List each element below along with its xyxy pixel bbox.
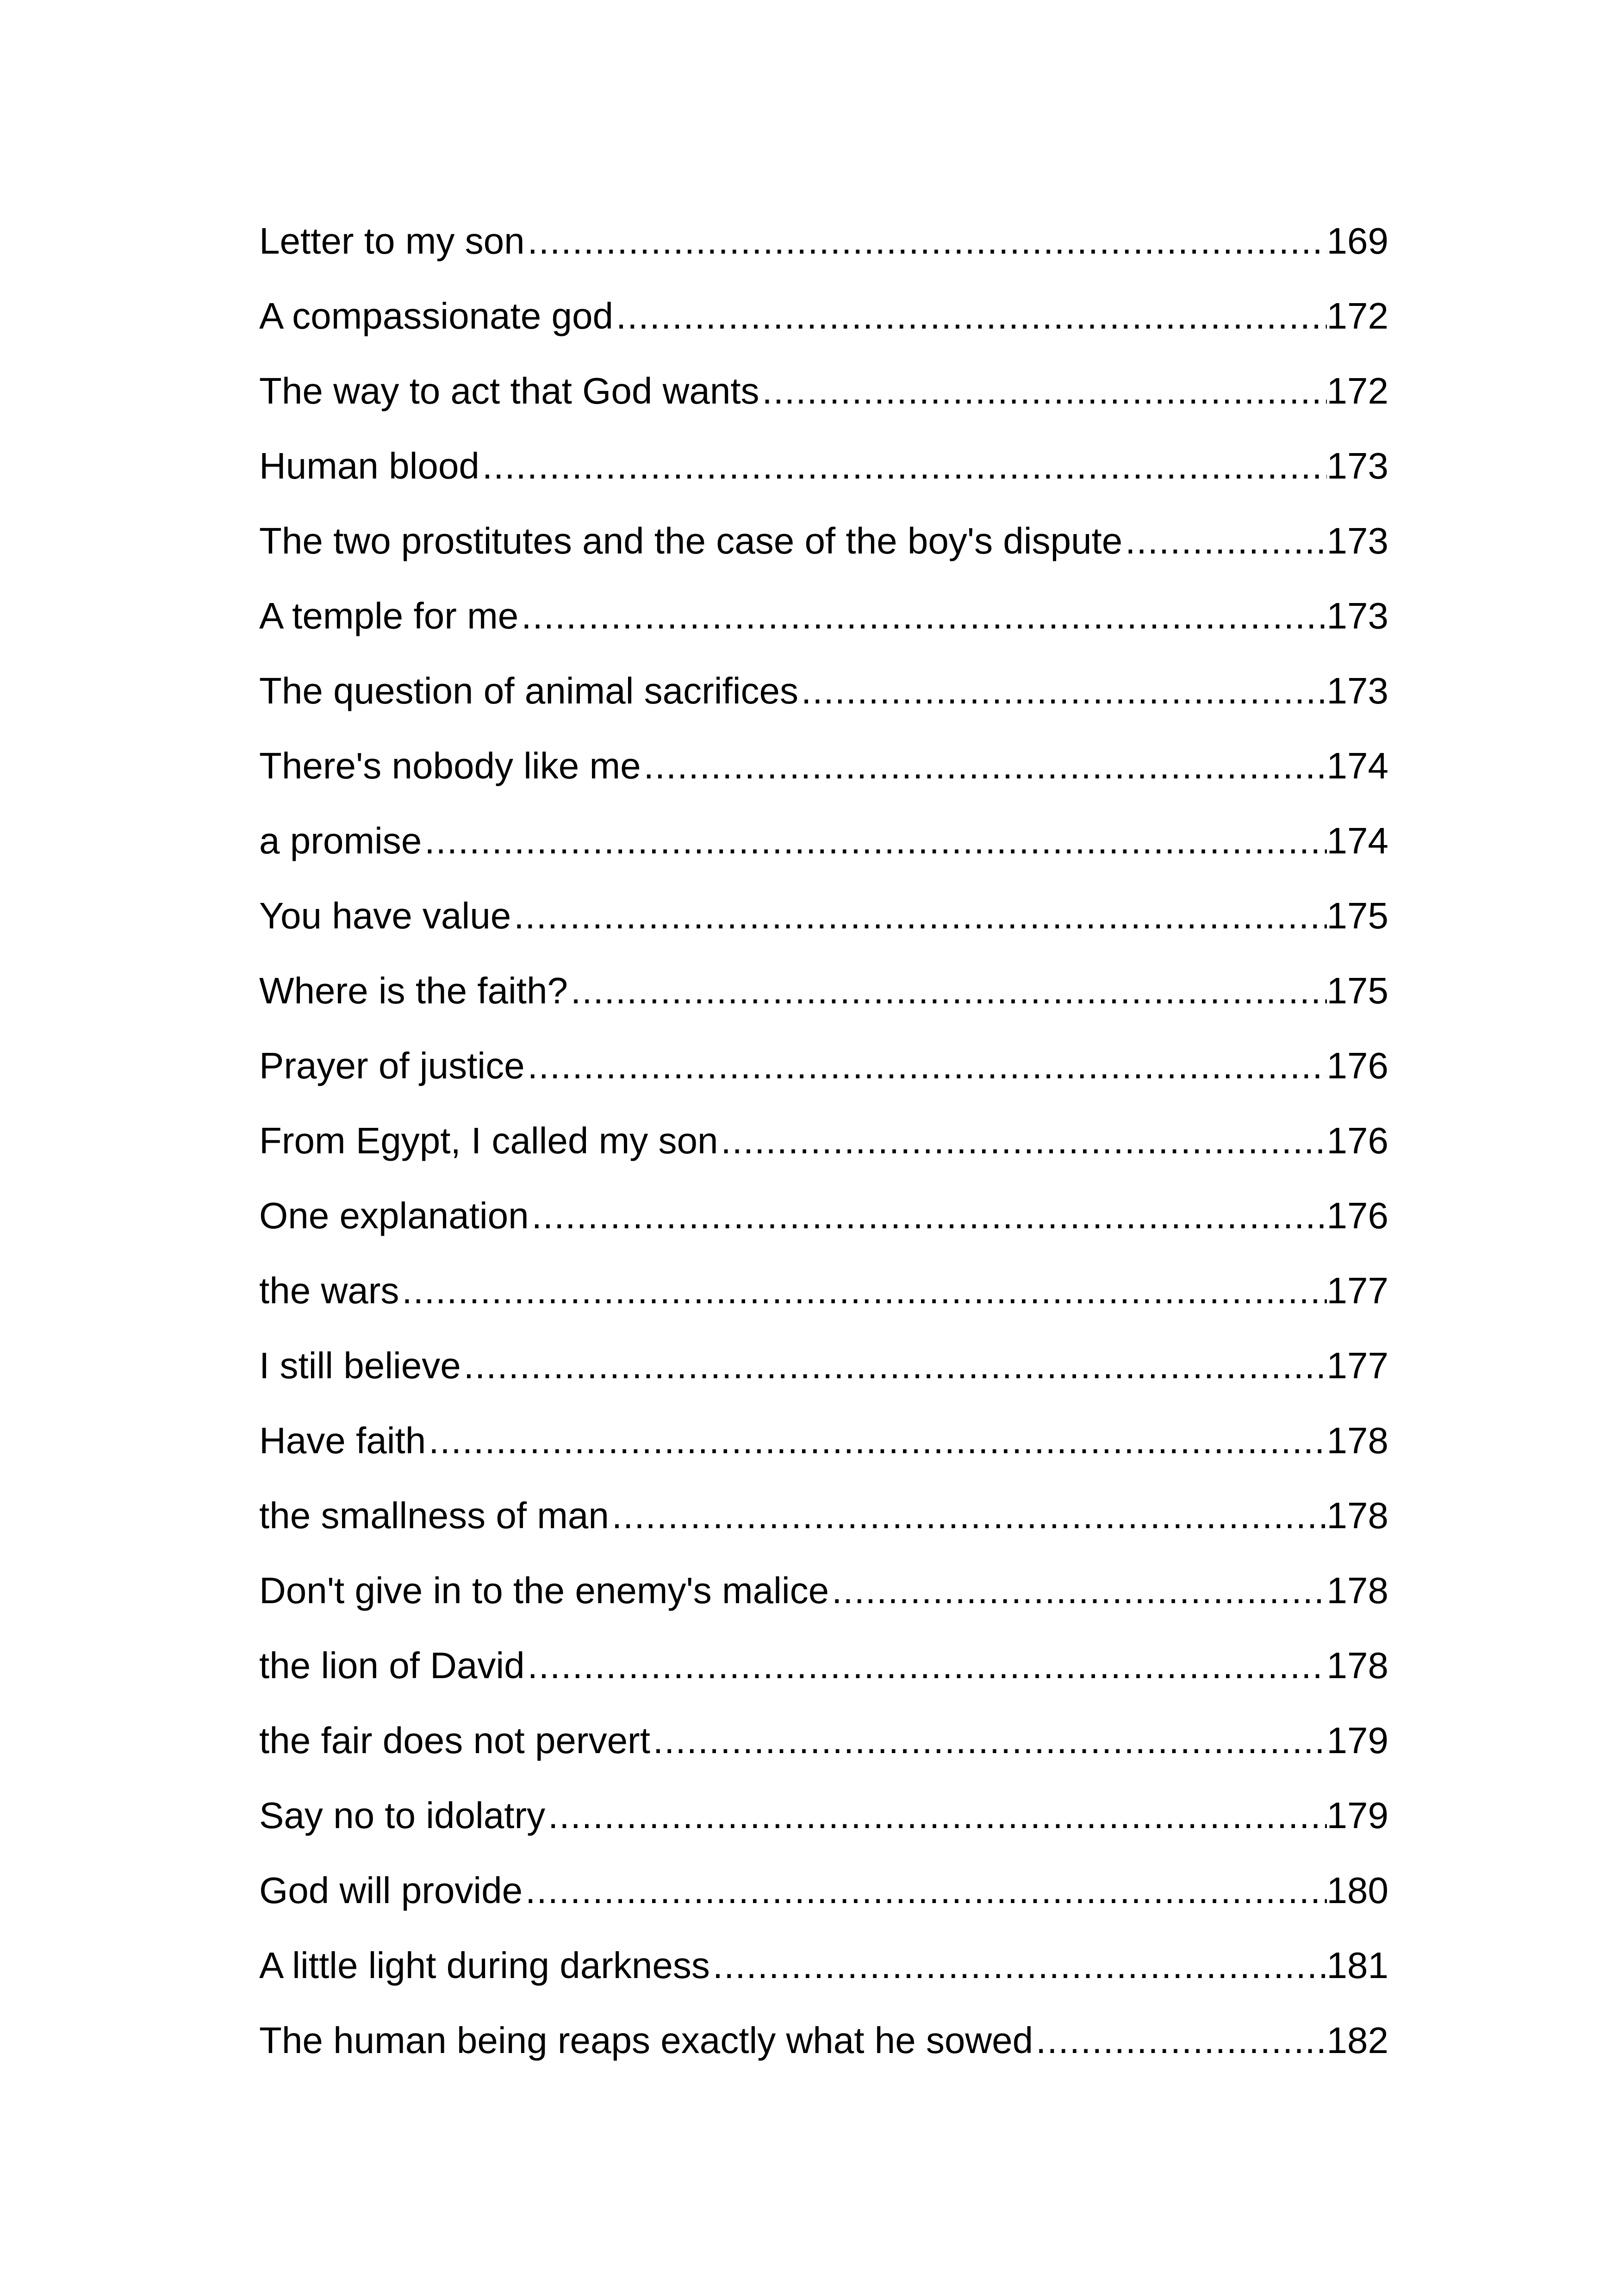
toc-entry-page: 173 <box>1326 595 1388 636</box>
toc-entry <box>259 803 1388 878</box>
dot-leader <box>762 354 1327 429</box>
toc-entry <box>259 1553 1388 1628</box>
toc-entry-title: Where is the faith? <box>259 970 568 1011</box>
toc-entry-title: the wars <box>259 1270 399 1311</box>
toc-entry-title: God will provide <box>259 1870 523 1911</box>
toc-entry-page: 174 <box>1326 820 1388 861</box>
toc-entry-page: 175 <box>1326 895 1388 936</box>
toc-entry-title: the smallness of man <box>259 1495 609 1536</box>
toc-entry-page: 177 <box>1326 1270 1388 1311</box>
toc-entry-title: A little light during darkness <box>259 1945 710 1986</box>
toc-entry-page: 173 <box>1326 670 1388 711</box>
toc-entry-page: 178 <box>1326 1495 1388 1536</box>
dot-leader <box>571 953 1327 1028</box>
toc-entry-page: 181 <box>1326 1945 1388 1986</box>
dot-leader <box>482 429 1327 504</box>
toc-entry-title: The way to act that God wants <box>259 370 759 411</box>
toc-entry <box>259 1103 1388 1178</box>
table-of-contents <box>259 204 1388 2078</box>
toc-entry-title: a promise <box>259 820 422 861</box>
dot-leader <box>612 1478 1327 1553</box>
toc-entry-page: 179 <box>1326 1795 1388 1836</box>
dot-leader <box>1036 2003 1326 2078</box>
dot-leader <box>528 1028 1327 1103</box>
toc-entry <box>259 878 1388 953</box>
toc-entry <box>259 1328 1388 1403</box>
toc-entry <box>259 1028 1388 1103</box>
dot-leader <box>644 728 1327 803</box>
dot-leader <box>548 1778 1326 1853</box>
toc-entry <box>259 1928 1388 2003</box>
dot-leader <box>429 1403 1326 1478</box>
toc-entry-page: 180 <box>1326 1870 1388 1911</box>
dot-leader <box>532 1178 1327 1253</box>
dot-leader <box>525 1853 1326 1928</box>
dot-leader <box>1125 504 1326 579</box>
toc-entry-title: the lion of David <box>259 1645 525 1686</box>
toc-entry-page: 169 <box>1326 220 1388 261</box>
toc-entry-title: Prayer of justice <box>259 1045 525 1086</box>
dot-leader <box>528 204 1327 279</box>
toc-entry <box>259 953 1388 1028</box>
toc-entry <box>259 1178 1388 1253</box>
toc-entry <box>259 1478 1388 1553</box>
toc-entry-page: 176 <box>1326 1120 1388 1161</box>
toc-entry-page: 172 <box>1326 370 1388 411</box>
toc-entry-page: 174 <box>1326 745 1388 786</box>
toc-entry <box>259 1853 1388 1928</box>
dot-leader <box>464 1328 1327 1403</box>
toc-entry-page: 173 <box>1326 445 1388 486</box>
toc-entry <box>259 1703 1388 1778</box>
toc-entry <box>259 1778 1388 1853</box>
toc-entry-title: The human being reaps exactly what he sowed <box>259 2020 1033 2061</box>
toc-entry <box>259 429 1388 504</box>
toc-entry-page: 176 <box>1326 1195 1388 1236</box>
toc-entry-page: 173 <box>1326 520 1388 561</box>
toc-entry <box>259 728 1388 803</box>
dot-leader <box>402 1253 1326 1328</box>
toc-entry-title: Letter to my son <box>259 220 525 261</box>
toc-entry-title: The question of animal sacrifices <box>259 670 798 711</box>
toc-entry-title: Say no to idolatry <box>259 1795 546 1836</box>
toc-entry <box>259 653 1388 728</box>
dot-leader <box>721 1103 1326 1178</box>
toc-entry-page: 176 <box>1326 1045 1388 1086</box>
dot-leader <box>713 1928 1327 2003</box>
toc-entry-title: There's nobody like me <box>259 745 641 786</box>
toc-entry-title: You have value <box>259 895 511 936</box>
dot-leader <box>514 878 1326 953</box>
toc-entry-title: The two prostitutes and the case of the boy's dispute <box>259 520 1123 561</box>
toc-entry-page: 179 <box>1326 1720 1388 1761</box>
toc-entry <box>259 1403 1388 1478</box>
dot-leader <box>424 803 1326 878</box>
toc-entry <box>259 1253 1388 1328</box>
dot-leader <box>528 1628 1327 1703</box>
toc-entry <box>259 204 1388 279</box>
toc-entry <box>259 1628 1388 1703</box>
toc-entry-title: the fair does not pervert <box>259 1720 650 1761</box>
toc-entry-title: A compassionate god <box>259 295 613 336</box>
dot-leader <box>832 1553 1326 1628</box>
dot-leader <box>653 1703 1327 1778</box>
toc-entry <box>259 2003 1388 2078</box>
toc-entry-page: 178 <box>1326 1420 1388 1461</box>
toc-entry-page: 172 <box>1326 295 1388 336</box>
toc-entry <box>259 579 1388 653</box>
toc-entry-page: 177 <box>1326 1345 1388 1386</box>
dot-leader <box>616 279 1327 354</box>
toc-entry <box>259 279 1388 354</box>
toc-entry-title: One explanation <box>259 1195 529 1236</box>
toc-entry-page: 178 <box>1326 1645 1388 1686</box>
toc-entry-title: A temple for me <box>259 595 519 636</box>
toc-entry-title: Human blood <box>259 445 479 486</box>
dot-leader <box>801 653 1327 728</box>
dot-leader <box>521 579 1326 653</box>
toc-entry <box>259 354 1388 429</box>
toc-entry-title: Have faith <box>259 1420 426 1461</box>
toc-entry-page: 175 <box>1326 970 1388 1011</box>
toc-entry-title: Don't give in to the enemy's malice <box>259 1570 829 1611</box>
toc-entry-page: 182 <box>1326 2020 1388 2061</box>
toc-entry-title: From Egypt, I called my son <box>259 1120 718 1161</box>
toc-entry-page: 178 <box>1326 1570 1388 1611</box>
toc-entry-title: I still believe <box>259 1345 461 1386</box>
toc-entry <box>259 504 1388 579</box>
